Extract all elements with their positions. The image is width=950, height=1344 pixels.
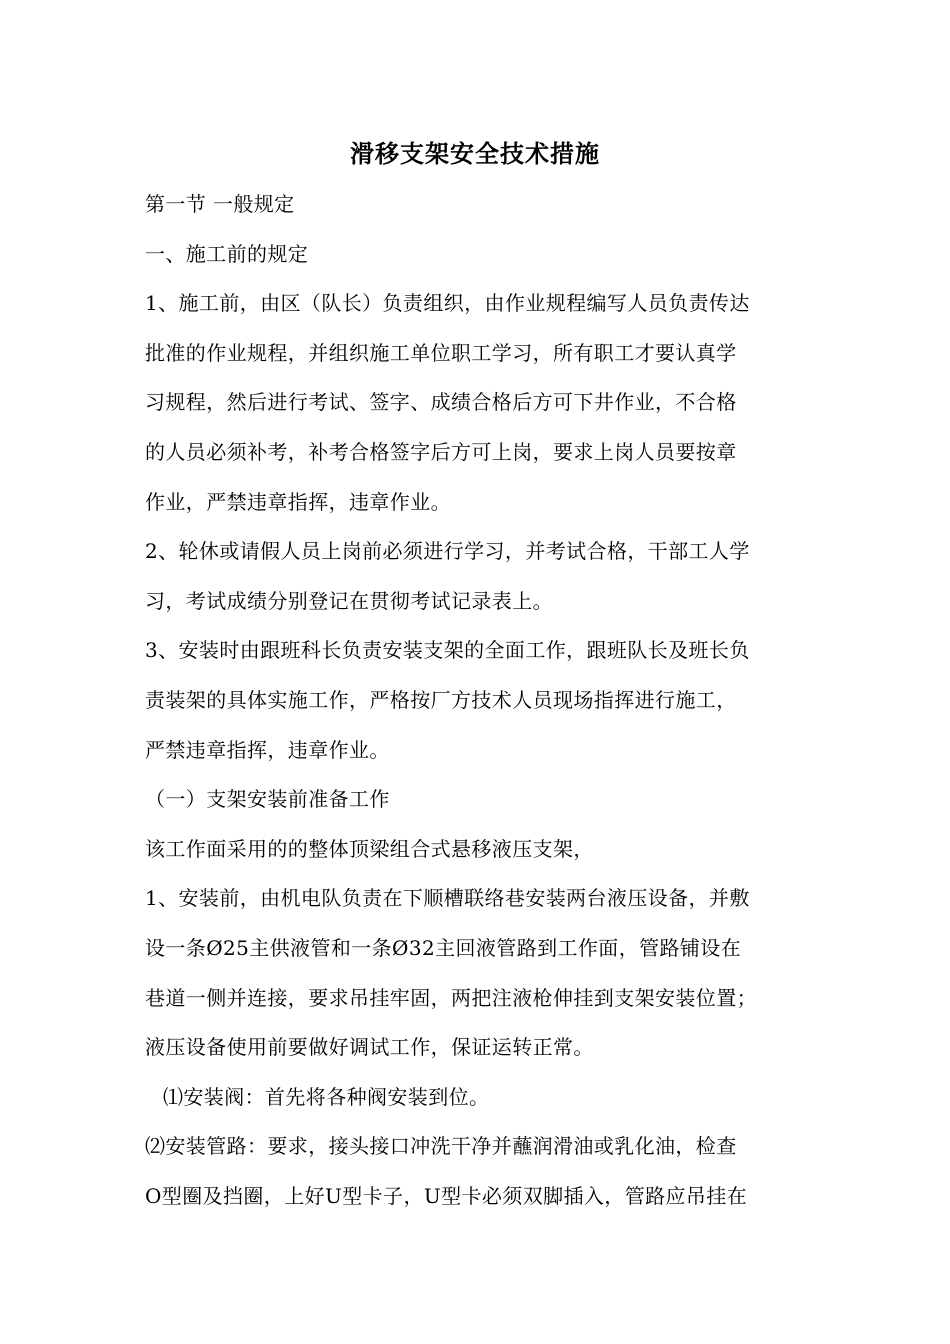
paragraph-line: O型圈及挡圈，上好U型卡子，U型卡必须双脚插入，管路应吊挂在	[145, 1183, 748, 1208]
paragraph-line: 3、安装时由跟班科长负责安装支架的全面工作，跟班队长及班长负	[145, 638, 750, 663]
paragraph-line: 批准的作业规程，并组织施工单位职工学习，所有职工才要认真学	[145, 340, 737, 365]
paragraph-line: 责装架的具体实施工作，严格按厂方技术人员现场指挥进行施工，	[145, 687, 737, 712]
paragraph-line: 的人员必须补考，补考合格签字后方可上岗，要求上岗人员要按章	[145, 439, 737, 464]
paragraph-line: 作业，严禁违章指挥，违章作业。	[145, 489, 451, 514]
paragraph-line: 习，考试成绩分别登记在贯彻考试记录表上。	[145, 588, 553, 613]
paragraph-line: 液压设备使用前要做好调试工作，保证运转正常。	[145, 1035, 594, 1060]
paragraph-line: 1、安装前，由机电队负责在下顺槽联络巷安装两台液压设备，并敷	[145, 886, 750, 911]
paragraph-line: 巷道一侧并连接，要求吊挂牢固，两把注液枪伸挂到支架安装位置；	[145, 985, 757, 1010]
paragraph-line: 严禁违章指挥，违章作业。	[145, 737, 390, 762]
paragraph-line: 习规程，然后进行考试、签字、成绩合格后方可下井作业，不合格	[145, 390, 737, 415]
paragraph-line: 设一条Ø25主供液管和一条Ø32主回液管路到工作面，管路铺设在	[145, 935, 742, 960]
document-title: 滑移支架安全技术措施	[350, 139, 600, 168]
paragraph-line: 该工作面采用的的整体顶梁组合式悬移液压支架，	[145, 836, 594, 861]
paragraph-line: 1、施工前，由区（队长）负责组织，由作业规程编写人员负责传达	[145, 291, 750, 316]
list-item-line: ⑴安装阀：首先将各种阀安装到位。	[163, 1084, 490, 1109]
document-body	[145, 180, 820, 1221]
section-heading: 第一节 一般规定	[145, 192, 295, 216]
subsection-heading: 一、施工前的规定	[145, 241, 309, 266]
subsection-heading: （一）支架安装前准备工作	[145, 787, 390, 812]
paragraph-line: 2、轮休或请假人员上岗前必须进行学习，并考试合格，干部工人学	[145, 539, 750, 564]
list-item-line: ⑵安装管路：要求，接头接口冲洗干净并蘸润滑油或乳化油，检查	[145, 1134, 737, 1159]
